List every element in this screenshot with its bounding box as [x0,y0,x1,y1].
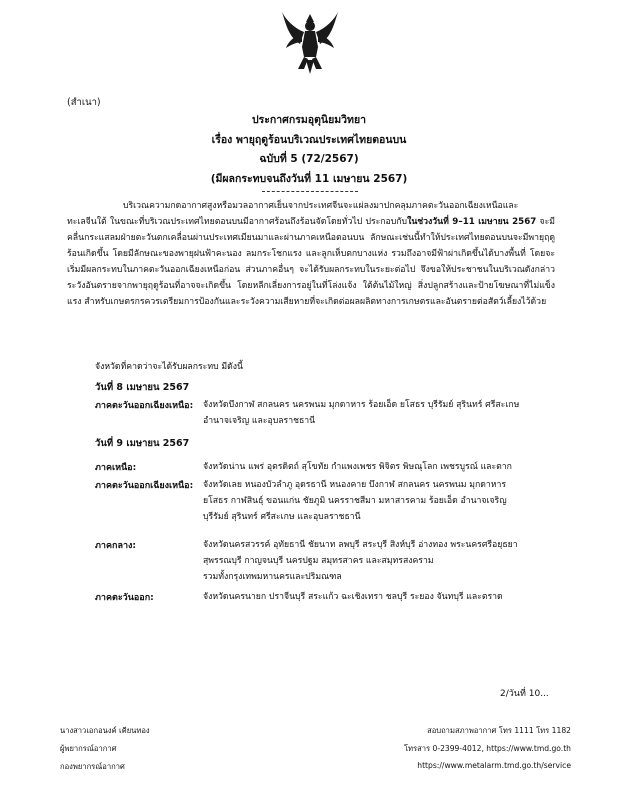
page-continuation: 2/วันที่ 10... [500,689,549,699]
province-line: จังหวัดนครนายก ปราจีนบุรี สระแก้ว ฉะเชิงเทรา ชลบุรี ระยอง จันทบุรี และตราด [203,592,503,602]
province-line: รวมทั้งกรุงเทพมหานครและปริมณฑล [203,572,342,582]
body-text-part2: จะมีคลื่นกระแสลมฝ่ายตะวันตกเคลื่อนผ่านประเทศเมียนมาและผ่านภาคเหนือตอนบน ลักษณะเช่นนี้ทำให้ประเทศไทยตอนบนจะมีพายุฤดูร้อนเกิดขึ้น โดยมีลักษณะของพายุฝนฟ้าคะนอง ลมกระโชกแรง และลูกเห็บตกบางแห่ง รวมถึงอาจมีฟ้าผ่าเกิดขึ้นได้บางพื้นที่ โดยจะเริ่มมีผลกระทบในภาคตะวันออกเฉียงเหนือก่อน ส่วนภาคอื่นๆ จะได้รับผลกระทบในระยะต่อไป จึงขอให้ประชาชนในบริเวณดังกล่าวระวังอันตรายจากพายุฤดูร้อนที่อาจจะเกิดขึ้น โดยหลีกเลี่ยงการอยู่ในที่โล่งแจ้ง ใต้ต้นไม้ใหญ่ สิ่งปลูกสร้างและป้ายโฆษณาที่ไม่แข็งแรง สำหรับเกษตรกรควรเตรียมการป้องกันและระวังความเสียหายที่จะเกิดต่อผลผลิตทางการเกษตรและอันตรายต่อสัตว์เลี้ยงไว้ด้วย [67,217,555,307]
region-label: ภาคตะวันออกเฉียงเหนือ: [95,401,194,411]
region-provinces [203,589,555,605]
region-label: ภาคเหนือ: [95,463,137,473]
province-line: บุรีรัมย์ สุรินทร์ ศรีสะเกษ และอุบลราชธานี [203,512,361,522]
forecaster-name: นางสาวเอกอนงค์ เคียนทอง [60,726,150,735]
region-label: ภาคตะวันออกเฉียงเหนือ: [95,481,194,491]
province-line: อำนาจเจริญ และอุบลราชธานี [203,416,316,426]
region-label: ภาคกลาง: [95,541,137,551]
province-line: ยโสธร กาฬสินธุ์ ขอนแก่น ชัยภูมิ นครราชสีมา มหาสารคาม ร้อยเอ็ด อำนาจเจริญ [203,496,507,506]
region-provinces [203,397,555,429]
region-label: ภาคตะวันออก: [95,593,154,603]
region-provinces [203,459,555,475]
region-provinces [203,477,555,525]
affected-provinces-intro: จังหวัดที่คาดว่าจะได้รับผลกระทบ มีดังนี้ [95,362,243,372]
dashed-divider [262,191,358,192]
contact-fax-website: โทรสาร 0-2399-4012, https://www.tmd.go.th [403,744,571,753]
province-line: จังหวัดบึงกาฬ สกลนคร นครพนม มุกดาหาร ร้อยเอ็ด ยโสธร บุรีรัมย์ สุรินทร์ ศรีสะเกษ [203,400,520,410]
body-paragraph [67,198,555,310]
day-heading: วันที่ 9 เมษายน 2567 [95,438,190,449]
body-text-bold: ในช่วงวันที่ 9–11 เมษายน 2567 [407,217,537,227]
copy-mark: (สำเนา) [67,97,101,108]
contact-service-url: https://www.metalarm.tmd.go.th/service [417,761,571,770]
heading-effective-date: (มีผลกระทบจนถึงวันที่ 11 เมษายน 2567) [210,173,408,185]
province-line: จังหวัดเลย หนองบัวลำภู อุดรธานี หนองคาย บึงกาฬ สกลนคร นครพนม มุกดาหาร [203,480,507,490]
day-heading: วันที่ 8 เมษายน 2567 [95,382,190,393]
heading-subject: เรื่อง พายุฤดูร้อนบริเวณประเทศไทยตอนบน [211,134,407,146]
province-line: สุพรรณบุรี กาญจนบุรี นครปฐม สมุทรสาคร และสมุทรสงคราม [203,556,434,566]
region-provinces [203,537,555,585]
province-line: จังหวัดน่าน แพร่ อุตรดิตถ์ สุโขทัย กำแพงเพชร พิจิตร พิษณุโลก เพชรบูรณ์ และตาก [203,462,512,472]
heading-agency: ประกาศกรมอุตุนิยมวิทยา [251,114,367,126]
body-text-part1: บริเวณความกดอากาศสูงหรือมวลอากาศเย็นจากประเทศจีนจะแผ่ลงมาปกคลุมภาคตะวันออกเฉียงเหนือและทะเลจีนใต้ ในขณะที่บริเวณประเทศไทยตอนบนมีอากาศร้อนถึงร้อนจัดโดยทั่วไป ประกอบกับ [67,201,519,227]
contact-hotline: สอบถามสภาพอากาศ โทร 1111 โทร 1182 [427,726,571,735]
garuda-emblem-icon [280,10,340,78]
province-line: จังหวัดนครสวรรค์ อุทัยธานี ชัยนาท ลพบุรี สระบุรี สิงห์บุรี อ่างทอง พระนครศรีอยุธยา [203,540,518,550]
forecaster-title: ผู้พยากรณ์อากาศ [60,744,117,753]
heading-issue-number: ฉบับที่ 5 (72/2567) [259,153,359,165]
forecast-division: กองพยากรณ์อากาศ [60,762,125,771]
